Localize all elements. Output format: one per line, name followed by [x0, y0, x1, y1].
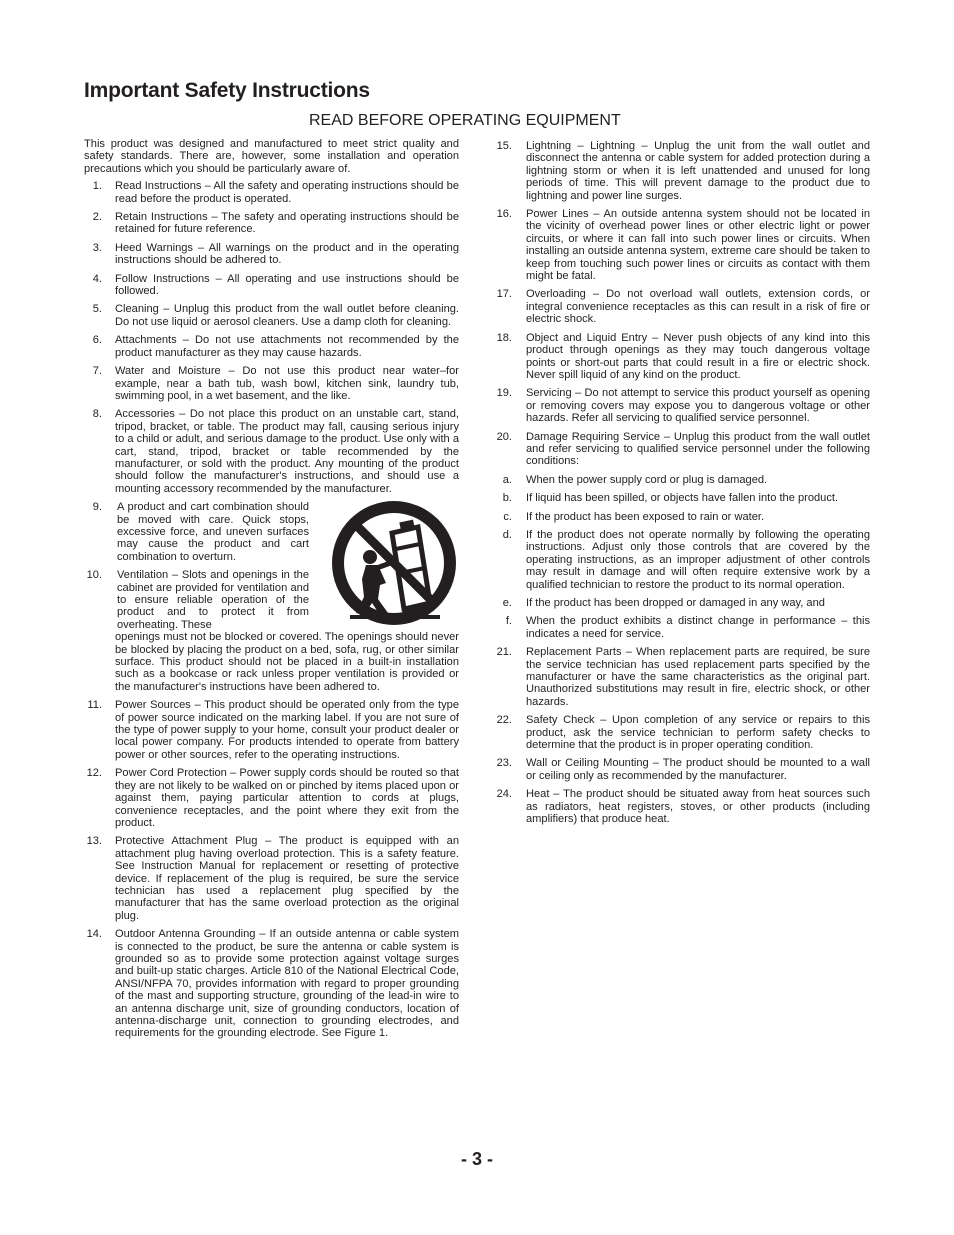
sub-list-item: [493, 492, 870, 504]
list-item: [84, 365, 459, 402]
item-number: 4.: [92, 272, 102, 285]
item-text: Damage Requiring Service – Unplug this product from the wall outlet and refer servicing to qualified service personnel under the following conditions:: [526, 430, 870, 468]
item-text: Accessories – Do not place this product on an unstable cart, stand, tripod, bracket, or table. The product may fall, causing serious injury to a child or adult, and serious damage to the product. Use only with a cart, stand, tripod, bracket or table recommended by the manufacturer, or sold with the product. Any mounting of the product should follow the manufacturer's instructions, and should use a mounting accessory recommended by the manufacturer.: [115, 408, 459, 495]
item-number: 23.: [496, 757, 512, 770]
sub-item-text: When the power supply cord or plug is damaged.: [526, 473, 768, 486]
list-item: [84, 273, 459, 298]
item-text: Safety Check – Upon completion of any service or repairs to this product, ask the service technician to perform safety checks to determine that the product is in proper operating condition.: [526, 714, 870, 752]
item-text: Cleaning – Unplug this product from the wall outlet before cleaning. Do not use liquid or aerosol cleaners. Use a damp cloth for cleaning.: [115, 303, 459, 328]
list-item: [84, 699, 459, 761]
item-text: Outdoor Antenna Grounding – If an outside antenna or cable system is connected to the product, be sure the antenna or cable system is grounded so as to provide some protection against voltage surges and built-up static charges. Article 810 of the National Electrical Code, ANSI/NFPA 70, provides information with regard to proper grounding of the mast and supporting structure, grounding of the lead-in wire to an antenna discharge unit, size of grounding conductors, location of antenna-discharge unit, connection to grounding electrodes, and requirements for the grounding electrode. See Figure 1.: [115, 928, 459, 1040]
item-text: Heat – The product should be situated away from heat sources such as radiators, heat registers, stoves, or other products (including amplifiers) that produce heat.: [526, 788, 870, 826]
item-text: Wall or Ceiling Mounting – The product should be mounted to a wall or ceiling only as recommended by the manufacturer.: [526, 757, 870, 782]
list-item: [493, 288, 870, 325]
page-title: Important Safety Instructions: [84, 79, 370, 102]
sub-item-text: If liquid has been spilled, or objects have fallen into the product.: [526, 492, 839, 505]
left-column: [84, 138, 459, 1046]
sub-list-item: [493, 529, 870, 591]
item-text: Attachments – Do not use attachments not recommended by the product manufacturer as they may cause hazards.: [115, 334, 459, 359]
item-text: Power Lines – An outside antenna system should not be located in the vicinity of overhead power lines or other electric light or power circuits, or where it can fall into such power lines or circuits. When installing an outside antenna system, extreme care should be taken to keep from touching such power lines or circuits as contact with them might be fatal.: [526, 208, 870, 283]
item-number: 2.: [92, 211, 102, 224]
list-item: [493, 788, 870, 825]
item-number: 7.: [92, 365, 102, 378]
list-item: [493, 208, 870, 282]
item-number: 24.: [496, 788, 512, 801]
sub-item-letter: a.: [502, 473, 512, 486]
item-number: 9.: [92, 501, 102, 514]
list-item: [84, 211, 459, 236]
item-number: 17.: [496, 288, 512, 301]
sub-item-text: If the product has been exposed to rain or water.: [526, 510, 765, 523]
item-text: Servicing – Do not attempt to service this product yourself as opening or removing covers may expose you to dangerous voltage or other hazards. Refer all servicing to qualified service personnel.: [526, 387, 870, 425]
item-number: 14.: [86, 928, 102, 941]
list-item: [84, 408, 459, 495]
sub-list-item: [493, 511, 870, 523]
list-item: [493, 387, 870, 424]
list-item: [493, 332, 870, 382]
item-text: Retain Instructions – The safety and operating instructions should be retained for future reference.: [115, 211, 459, 236]
item-text: Power Cord Protection – Power supply cords should be routed so that they are not likely to be walked on or pinched by items placed upon or against them, paying particular attention to cords at plugs, convenience receptacles, and the point where they exit from the product.: [115, 767, 459, 829]
item-number: 8.: [92, 408, 102, 421]
list-item: [84, 835, 459, 922]
item-number: 6.: [92, 334, 102, 347]
list-item: [493, 714, 870, 751]
list-item: [84, 501, 459, 563]
item-text: Object and Liquid Entry – Never push objects of any kind into this product through openings as they may touch dangerous voltage points or short-out parts that could result in a fire or electric shock. Never spill liquid of any kind on the product.: [526, 331, 870, 381]
list-item: [84, 569, 459, 693]
item-number: 3.: [92, 241, 102, 254]
item-text: Follow Instructions – All operating and use instructions should be followed.: [115, 272, 459, 298]
item-text: Protective Attachment Plug – The product is equipped with an attachment plug having overload protection. This is a safety feature. See Instruction Manual for replacement or resetting of protective device. If replacement of the plug is required, be sure the service technician has used a replacement plug specified by the manufacturer that has the same overload protection as the original plug.: [115, 835, 459, 922]
list-item: [84, 767, 459, 829]
sub-item-letter: f.: [505, 615, 512, 628]
item-number: 15.: [496, 140, 512, 152]
sub-item-letter: c.: [503, 510, 512, 523]
list-item: [84, 334, 459, 359]
page-number: - 3 -: [460, 1149, 493, 1169]
item-number: 1.: [92, 180, 102, 193]
item-number: 18.: [496, 331, 512, 344]
item-text: Read Instructions – All the safety and operating instructions should be read before the product is operated.: [115, 180, 459, 205]
sub-item-text: When the product exhibits a distinct change in performance – this indicates a need for service.: [526, 615, 870, 640]
item-number: 19.: [496, 387, 512, 400]
item-text: Heed Warnings – All warnings on the product and in the operating instructions should be adhered to.: [115, 241, 459, 267]
list-item: [493, 757, 870, 782]
item-number: 16.: [496, 208, 512, 221]
item-number: 11.: [87, 699, 102, 712]
list-item: [493, 431, 870, 468]
sub-item-text: If the product does not operate normally by following the operating instructions. Adjust only those controls that are covered by the operating instructions, as an improper adjustment of other controls may result in damage and will often require extensive work by a qualified technician to restore the product to its normal operation.: [526, 528, 870, 591]
sub-item-text: If the product has been dropped or damaged in any way, and: [526, 597, 825, 609]
item-text-continued: openings must not be blocked or covered. The openings should never be blocked by placing the product on a bed, sofa, rug, or other similar surface. This product should not be placed in a built-in installation such as a bookcase or rack unless proper ventilation is provided or the manufacturer's instructions have been adhered to.: [115, 631, 459, 693]
item-number: 13.: [86, 835, 102, 848]
item-text: Overloading – Do not overload wall outlets, extension cords, or integral convenience receptacles as this can result in a risk of fire or electric shock.: [526, 288, 870, 326]
list-item: [84, 303, 459, 328]
item-number: 22.: [496, 714, 512, 727]
sub-list-item: [493, 474, 870, 486]
item-text: A product and cart combination should be moved with care. Quick stops, excessive force, and uneven surfaces may cause the product and cart combination to overturn.: [117, 501, 309, 563]
right-column: [493, 140, 870, 832]
item-number: 21.: [496, 646, 512, 659]
sub-list-item: [493, 615, 870, 640]
sub-item-letter: d.: [502, 528, 512, 541]
list-item: [84, 928, 459, 1040]
sub-list-item: [493, 597, 870, 609]
item-number: 12.: [86, 767, 102, 780]
sub-item-letter: b.: [502, 492, 512, 505]
cart-warning-block: [84, 501, 459, 693]
item-number: 20.: [496, 430, 512, 443]
item-text: Power Sources – This product should be operated only from the type of power source indicated on the marking label. If you are not sure of the type of power supply to your home, consult your product dealer or local power company. For products intended to operate from battery power or other sources, refer to the operating instructions.: [115, 699, 459, 761]
list-item: [493, 646, 870, 708]
item-number: 5.: [92, 303, 102, 316]
item-text: Lightning – Lightning – Unplug the unit from the wall outlet and disconnect the antenna or cable system for added protection during a lightning storm or when it is left unattended and unused for long periods of time. This will prevent damage to the product due to lightning and power line surges.: [526, 140, 870, 202]
list-item: [84, 180, 459, 205]
sub-item-letter: e.: [502, 597, 512, 609]
intro-paragraph: This product was designed and manufactured to meet strict quality and safety standards. There are, however, some installation and operation precautions which you should be particularly aware of.: [84, 138, 459, 175]
list-item: [493, 140, 870, 202]
item-text: Ventilation – Slots and openings in the cabinet are provided for ventilation and to ensure reliable operation of the product and to protect it from overheating. These: [117, 569, 309, 631]
list-item: [84, 242, 459, 267]
item-text: Water and Moisture – Do not use this product near water–for example, near a bath tub, wash bowl, kitchen sink, laundry tub, swimming pool, in a wet basement, and the like.: [115, 365, 459, 402]
page-subtitle: READ BEFORE OPERATING EQUIPMENT: [309, 112, 621, 129]
item-text: Replacement Parts – When replacement parts are required, be sure the service technician has used replacement parts specified by the manufacturer or have the same characteristics as the original part. Unauthorized substitutions may result in fire, electric shock, or other hazards.: [526, 646, 870, 708]
item-number: 10.: [86, 569, 102, 582]
